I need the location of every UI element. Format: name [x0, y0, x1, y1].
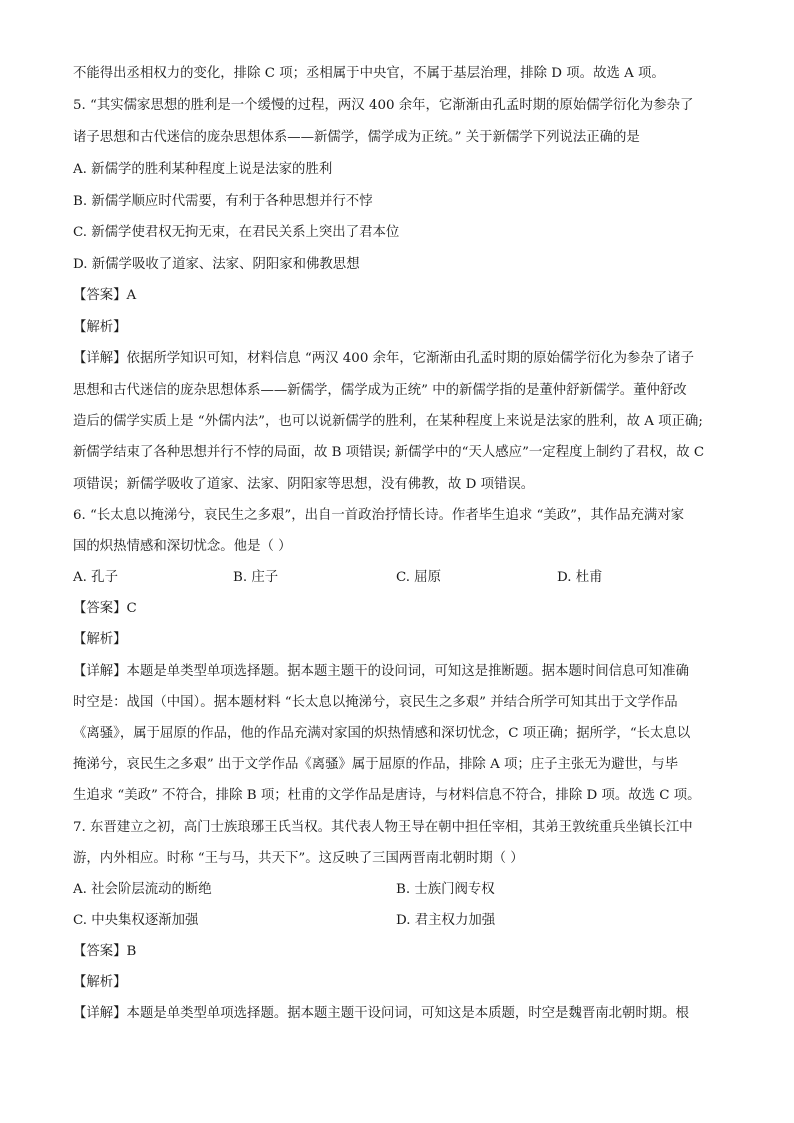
- question-6-option-b: B. 庄子: [233, 570, 279, 585]
- question-5-option-b: B. 新儒学顺应时代需要，有利于各种思想并行不悖: [73, 194, 373, 209]
- explanation-text: 造后的儒学实质上是 “外儒内法”，也可以说新儒学的胜利，在某种程度上来说是法家的胜利，故 A 项正确;: [73, 414, 703, 429]
- question-5-option-a: A. 新儒学的胜利某种程度上说是法家的胜利: [73, 162, 333, 177]
- explanation-text: 【详解】本题是单类型单项选择题。据本题主题干设问词，可知这是本质题，时空是魏晋南北朝时期。根: [73, 1006, 689, 1021]
- answer-label: 【答案】A: [73, 288, 137, 303]
- question-6-stem: 国的炽热情感和深切忧念。他是（ ）: [73, 539, 292, 554]
- question-7-stem: 游，内外相应。时称 “王与马，共天下”。这反映了三国两晋南北朝时期（ ）: [73, 851, 524, 866]
- explanation-text: 【详解】依据所学知识可知，材料信息 “两汉 400 余年，它渐渐由孔孟时期的原始儒学衍化为参杂了诸子: [73, 351, 694, 366]
- explanation-text: 新儒学结束了各种思想并行不悖的局面，故 B 项错误; 新儒学中的“天人感应”一定程度上制约了君权，故 C: [73, 445, 705, 460]
- question-7-stem: 7. 东晋建立之初，高门士族琅琊王氏当权。其代表人物王导在朝中担任宰相，其弟王敦统重兵坐镇长江中: [73, 820, 693, 835]
- question-5-option-c: C. 新儒学使君权无拘无束，在君民关系上突出了君本位: [73, 225, 400, 240]
- explanation-text: 《离骚》，属于屈原的作品，他的作品充满对家国的炽热情感和深切忧念，C 项正确；据所学，“长太息以: [73, 726, 691, 741]
- explanation-text: 时空是：战国（中国）。据本题材料 “长太息以掩涕兮，哀民生之多艰” 并结合所学可知其出于文学作品: [73, 695, 678, 710]
- explanation-text: 生追求 “美政” 不符合，排除 B 项；杜甫的文学作品是唐诗，与材料信息不符合，排除 D 项。故选 C 项。: [73, 788, 701, 803]
- question-6-option-c: C. 屈原: [396, 570, 442, 585]
- analysis-label: 【解析】: [73, 632, 127, 647]
- analysis-label: 【解析】: [73, 975, 127, 990]
- analysis-label: 【解析】: [73, 320, 127, 335]
- explanation-text: 思想和古代迷信的庞杂思想体系——新儒学，儒学成为正统” 中的新儒学指的是董仲舒新儒学。董仲舒改: [73, 383, 687, 398]
- answer-label: 【答案】C: [73, 601, 137, 616]
- question-6-option-d: D. 杜甫: [557, 570, 603, 585]
- answer-label: 【答案】B: [73, 944, 137, 959]
- question-6-stem: 6. “长太息以掩涕兮，哀民生之多艰”，出自一首政治抒情长诗。作者毕生追求 “美政”，其作品充满对家: [73, 508, 685, 523]
- question-5-option-d: D. 新儒学吸收了道家、法家、阴阳家和佛教思想: [73, 257, 360, 272]
- question-5-stem: 诸子思想和古代迷信的庞杂思想体系——新儒学，儒学成为正统。” 关于新儒学下列说法正确的是: [73, 130, 640, 145]
- explanation-text: 掩涕兮，哀民生之多艰” 出于文学作品《离骚》属于屈原的作品，排除 A 项；庄子主张无为避世，与毕: [73, 757, 679, 772]
- question-6-option-a: A. 孔子: [73, 570, 118, 585]
- question-7-option-c: C. 中央集权逐渐加强: [73, 913, 199, 928]
- explanation-text: 【详解】本题是单类型单项选择题。据本题主题干的设问词，可知这是推断题。据本题时间信息可知准确: [73, 664, 689, 679]
- question-7-option-a: A. 社会阶层流动的断绝: [73, 882, 212, 897]
- text-line: 不能得出丞相权力的变化，排除 C 项；丞相属于中央官，不属于基层治理，排除 D 项。故选 A 项。: [73, 66, 665, 81]
- question-7-option-b: B. 士族门阀专权: [396, 882, 495, 897]
- question-5-stem: 5. “其实儒家思想的胜利是一个缓慢的过程，两汉 400 余年，它渐渐由孔孟时期的原始儒学衍化为参杂了: [73, 98, 694, 113]
- explanation-text: 项错误；新儒学吸收了道家、法家、阴阳家等思想，没有佛教，故 D 项错误。: [73, 477, 535, 492]
- question-7-option-d: D. 君主权力加强: [396, 913, 496, 928]
